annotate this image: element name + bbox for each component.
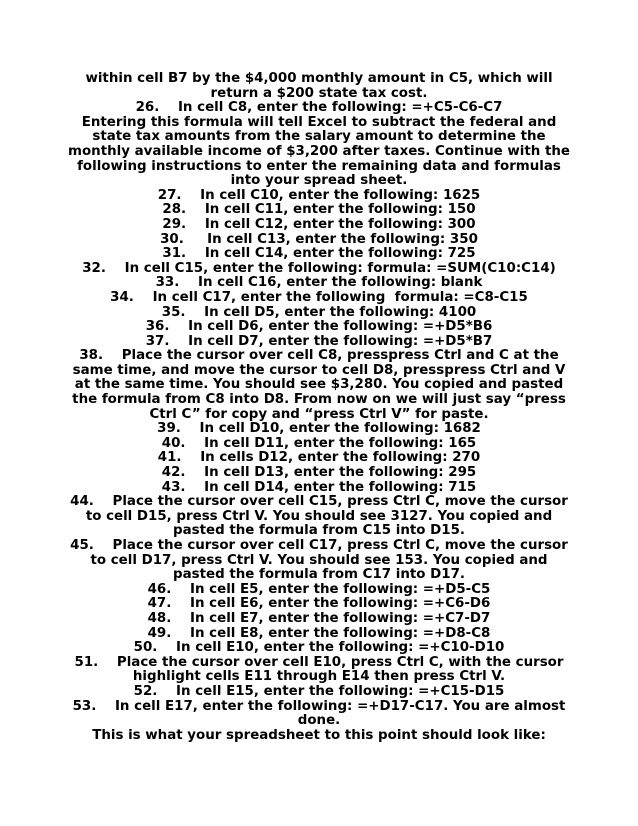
step-number: 48.	[147, 610, 172, 626]
step-26	[68, 101, 570, 116]
step-text: In cell C14, enter the following: 725	[204, 246, 476, 262]
step-37	[68, 335, 570, 350]
step-number: 52.	[133, 683, 158, 699]
step-number: 47.	[147, 596, 172, 612]
step-number: 44.	[70, 494, 94, 510]
step-text: In cell D6, enter the following: =+D5*B6	[188, 319, 493, 335]
step-text: In cell C12, enter the following: 300	[204, 216, 476, 232]
step-number: 40.	[161, 435, 186, 451]
step-43	[68, 481, 570, 496]
step-34	[68, 291, 570, 306]
step-number: 53.	[72, 698, 97, 714]
step-35	[68, 306, 570, 321]
step-number: 42.	[161, 465, 186, 481]
step-text: In cell D14, enter the following: 715	[204, 479, 477, 495]
step-41	[68, 451, 570, 466]
step-text: In cell E6, enter the following: =+C6-D6	[190, 596, 491, 612]
step-number: 50.	[133, 640, 158, 656]
step-text: In cell D5, enter the following: 4100	[204, 304, 477, 320]
step-text: In cell D11, enter the following: 165	[204, 435, 477, 451]
step-30	[68, 233, 570, 248]
step-text: In cell D10, enter the following: 1682	[199, 421, 481, 437]
step-49	[68, 627, 570, 642]
step-number: 46.	[147, 581, 172, 597]
step-29	[68, 218, 570, 233]
step-number: 28.	[162, 202, 187, 218]
step-53	[68, 700, 570, 729]
step-number: 27.	[157, 187, 182, 203]
step-text: In cell C17, enter the following formula: =C8-C15	[152, 289, 528, 305]
step-text: In cell C15, enter the following: formula: =SUM(C10:C14)	[124, 260, 556, 276]
step-text: In cell C8, enter the following: =+C5-C6-C7	[177, 100, 503, 116]
step-number: 32.	[82, 260, 106, 276]
step-text: In cell C16, enter the following: blank	[197, 275, 483, 291]
intro-continuation: within cell B7 by the $4,000 monthly amount in C5, which will return a $200 state tax cost.	[85, 71, 553, 101]
step-47	[68, 597, 570, 612]
step-text: In cell C13, enter the following: 350	[202, 231, 478, 247]
closing-line: This is what your spreadsheet to this point should look like:	[92, 727, 546, 743]
step-32	[68, 262, 570, 277]
step-number: 37.	[145, 333, 170, 349]
step-39	[68, 422, 570, 437]
step-number: 43.	[161, 479, 186, 495]
step-text: In cell E15, enter the following: =+C15-D15	[176, 683, 505, 699]
step-number: 41.	[157, 450, 182, 466]
step-text: In cell D7, enter the following: =+D5*B7	[188, 333, 493, 349]
step-48	[68, 612, 570, 627]
step-text: In cell E10, enter the following: =+C10-D10	[176, 640, 505, 656]
step-number: 31.	[162, 246, 187, 262]
step-text: Place the cursor over cell E10, press Ctrl C, with the cursor highlight cells E11 through E14 then press Ctrl V.	[116, 654, 564, 685]
step-text: In cell E8, enter the following: =+D8-C8	[190, 625, 491, 641]
step-number: 33.	[155, 275, 180, 291]
step-31	[68, 247, 570, 262]
step-number: 26.	[135, 100, 160, 116]
step-number: 45.	[70, 538, 94, 553]
step-number: 39.	[157, 421, 181, 437]
step-number: 38.	[79, 348, 104, 364]
step-text: In cell E7, enter the following: =+C7-D7	[190, 610, 491, 626]
step-number: 29.	[162, 216, 187, 232]
step-52	[68, 685, 570, 700]
step-text: Place the cursor over cell C17, press Ctrl C, move the cursor to cell D17, press Ctrl V. You should see 153. You copied and pasted the formula from C17 into D17.	[90, 538, 568, 583]
step-number: 35.	[161, 304, 186, 320]
step-number: 51.	[74, 654, 99, 670]
step-number: 34.	[110, 289, 134, 305]
step-text: In cell C11, enter the following: 150	[204, 202, 476, 218]
step-27	[68, 189, 570, 204]
step-number: 49.	[147, 625, 172, 641]
step-number: 30.	[160, 231, 184, 247]
explanation-paragraph: Entering this formula will tell Excel to subtract the federal and state tax amounts from the salary amount to determine the monthly available income of $3,200 after taxes. Continue with the following instructions to enter the remaining data and formulas into your spread sheet.	[68, 114, 570, 189]
step-45	[68, 539, 570, 583]
step-33	[68, 276, 570, 291]
step-38	[68, 349, 570, 422]
step-40	[68, 437, 570, 452]
step-text: In cell D13, enter the following: 295	[204, 465, 477, 481]
step-28	[68, 203, 570, 218]
step-46	[68, 583, 570, 598]
step-36	[68, 320, 570, 335]
step-text: In cell E5, enter the following: =+D5-C5	[190, 581, 491, 597]
step-51	[68, 656, 570, 685]
step-number: 36.	[145, 319, 170, 335]
step-text: Place the cursor over cell C8, presspress Ctrl and C at the same time, and move the cursor to cell D8, presspress Ctrl and V at the same time. You should see $3,280. You copied and pasted the formula from C8 into D8. From now on we will just say “press Ctrl C” for copy and “press Ctrl V” for paste.	[72, 348, 566, 422]
step-text: In cell E17, enter the following: =+D17-C17. You are almost done.	[114, 698, 566, 729]
step-text: In cell C10, enter the following: 1625	[200, 187, 481, 203]
step-42	[68, 466, 570, 481]
step-text: In cells D12, enter the following: 270	[200, 450, 481, 466]
step-text: Place the cursor over cell C15, press Ctrl C, move the cursor to cell D15, press Ctrl V. You should see 3127. You copied and pasted the formula from C15 into D15.	[85, 494, 568, 539]
step-50	[68, 641, 570, 656]
document-page	[68, 72, 570, 743]
step-44	[68, 495, 570, 539]
